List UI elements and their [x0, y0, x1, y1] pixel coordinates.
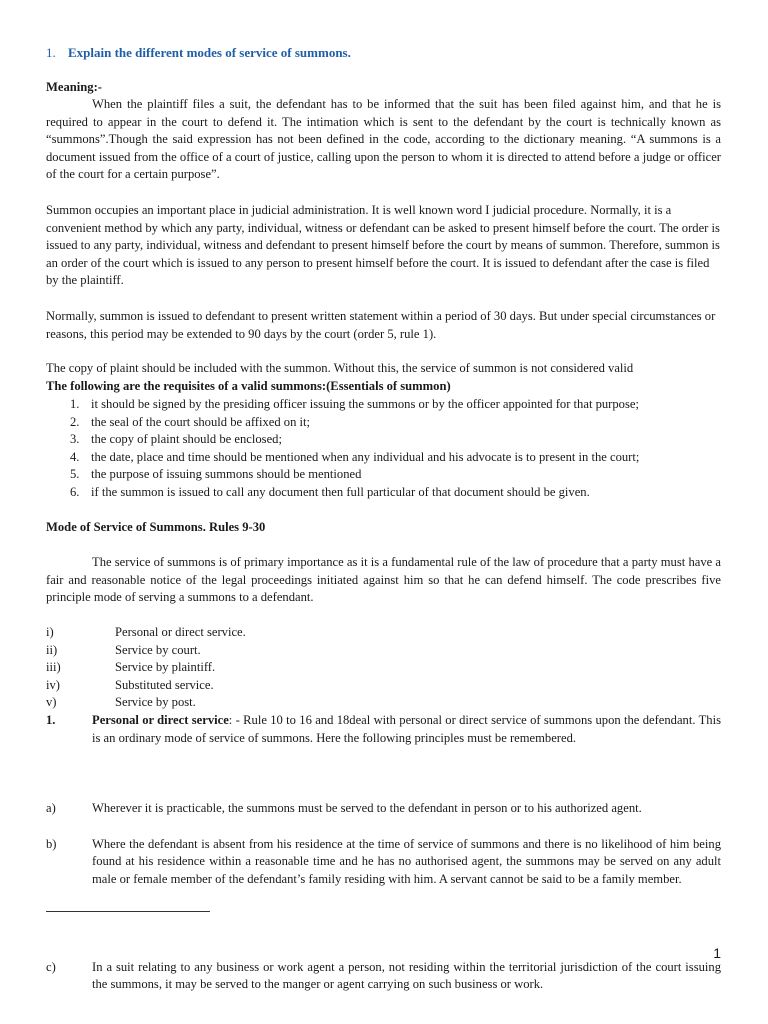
- personal-service-section: [46, 712, 721, 747]
- modes-list: [46, 624, 721, 712]
- question-heading: [46, 44, 721, 62]
- modes-heading: Mode of Service of Summons. Rules 9-30: [46, 520, 266, 534]
- meaning-paragraph-2: Summon occupies an important place in judicial administration. It is well known word I judicial procedure. Normally, it is a convenient method by which any party, individual, witness or defendant can be asked to present himself before the court. The order is issued to any party, individual, witness and defendant to present himself before the court by means of summon. Therefore, summon is an order of the court which is issued to any person to present himself before the court. It is issued to defendant after the case is filed by the plaintiff.: [46, 203, 720, 288]
- list-item: b) Where the defendant is absent from his residence at the time of service of summons and there is no likelihood of him being found at his residence within a reasonable time and he has no authorised agent, the summons may be served on any adult male or female member of the defendant’s family residing with him. A servant cannot be said to be a family member.: [46, 836, 721, 886]
- list-item: 4. the date, place and time should be mentioned when any individual and his advocate is to present in the court;: [70, 449, 640, 464]
- list-item: iii) Service by plaintiff.: [46, 660, 216, 675]
- list-item: v) Service by post.: [46, 695, 196, 710]
- personal-service-title: Personal or direct service: [92, 713, 229, 727]
- list-item: i) Personal or direct service.: [46, 625, 246, 639]
- document-page: [46, 0, 721, 1024]
- list-item: iv) Substituted service.: [46, 677, 214, 692]
- list-item: c) In a suit relating to any business or work agent a person, not residing within the territorial jurisdiction of the court issuing the summons, it may be served to the manger or agent carrying on such business or work.: [46, 959, 721, 992]
- personal-service-number: 1.: [46, 713, 56, 727]
- meaning-paragraph-3: Normally, summon is issued to defendant to present written statement within a period of 30 days. But under special circumstances or reasons, this period may be extended to 90 days by the court (order 5, rule 1).: [46, 309, 716, 341]
- list-item: 6. if the summon is issued to call any document then full particular of that document should be given.: [70, 484, 590, 499]
- meaning-paragraph-1: When the plaintiff files a suit, the defendant has to be informed that the suit has been filed against him, and that he is required to appear in the court to defend it. The intimation which is sent to the defendant by the court is technically known as “summons”.Though the said expression has not been defined in the code, according to the dictionary meaning. “A summons is a document issued from the office of a court of justice, calling upon the person to whom it is directed to attend before a judge or officer of the court for a certain purpose”.: [46, 97, 721, 182]
- list-item: 1. it should be signed by the presiding officer issuing the summons or by the officer appointed for that purpose;: [70, 397, 639, 411]
- meaning-paragraph-4: The copy of plaint should be included with the summon. Without this, the service of summon is not considered valid: [46, 361, 634, 375]
- requisites-list: [46, 396, 721, 502]
- personal-service-text: : - Rule 10 to 16 and 18deal with personal or direct service of summons upon the defendant. This is an ordinary mode of service of summons. Here the following principles must be remembered.: [92, 713, 721, 745]
- list-item: a) Wherever it is practicable, the summons must be served to the defendant in person or to his authorized agent.: [46, 801, 642, 816]
- list-item: 2. the seal of the court should be affixed on it;: [70, 414, 311, 429]
- question-title: Explain the different modes of service of summons.: [68, 45, 351, 60]
- meaning-label: Meaning:-: [46, 80, 102, 94]
- question-number: 1.: [46, 45, 56, 60]
- list-item: 5. the purpose of issuing summons should be mentioned: [70, 467, 362, 482]
- modes-intro: The service of summons is of primary importance as it is a fundamental rule of the law of procedure that a party must have a fair and reasonable notice of the legal proceedings initiated against him so that he can defend himself. The code prescribes five principle mode of serving a summons to a defendant.: [46, 555, 721, 605]
- list-item: 3. the copy of plaint should be enclosed;: [70, 432, 282, 447]
- page-number: 1: [713, 945, 721, 961]
- requisites-heading: The following are the requisites of a valid summons:(Essentials of summon): [46, 379, 451, 393]
- footnote-separator: [46, 911, 210, 912]
- list-item: ii) Service by court.: [46, 642, 201, 657]
